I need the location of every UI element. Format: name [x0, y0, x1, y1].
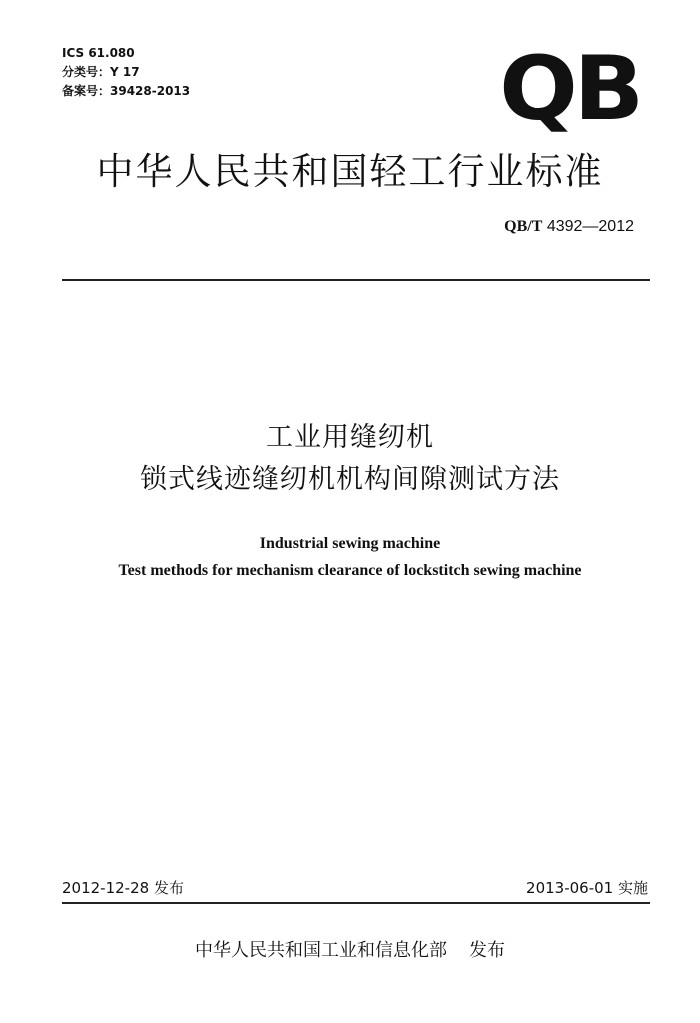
issuer-name: 中华人民共和国工业和信息化部	[195, 940, 447, 961]
effective-date: 2013-06-01 实施	[526, 879, 648, 897]
issue-date: 2012-12-28 发布	[62, 879, 184, 897]
qb-logo	[499, 37, 640, 140]
standard-code: 4392—2012	[546, 218, 634, 235]
chinese-title-line-1: 工业用缝纫机	[266, 422, 434, 453]
record-number: 备案号：39428-2013	[62, 84, 191, 98]
issuer-action: 发布	[469, 940, 505, 961]
chinese-title-line-2: 锁式线迹缝纫机机构间隙测试方法	[140, 464, 560, 495]
top-divider	[62, 279, 650, 281]
classification-code: 分类号：Y 17	[62, 65, 140, 79]
standard-number	[504, 218, 634, 236]
issuer-line	[0, 936, 700, 962]
qb-logo-text: QB	[499, 37, 640, 140]
english-title-line-1: Industrial sewing machine	[259, 535, 441, 552]
industry-standard-title: 中华人民共和国轻工行业标准	[96, 150, 604, 193]
bottom-divider	[62, 902, 650, 904]
classification-block	[62, 44, 190, 101]
ics-code: ICS 61.080	[62, 46, 135, 60]
english-title-line-2: Test methods for mechanism clearance of lockstitch sewing machine	[118, 562, 582, 579]
standard-prefix: QB/T	[504, 218, 543, 235]
